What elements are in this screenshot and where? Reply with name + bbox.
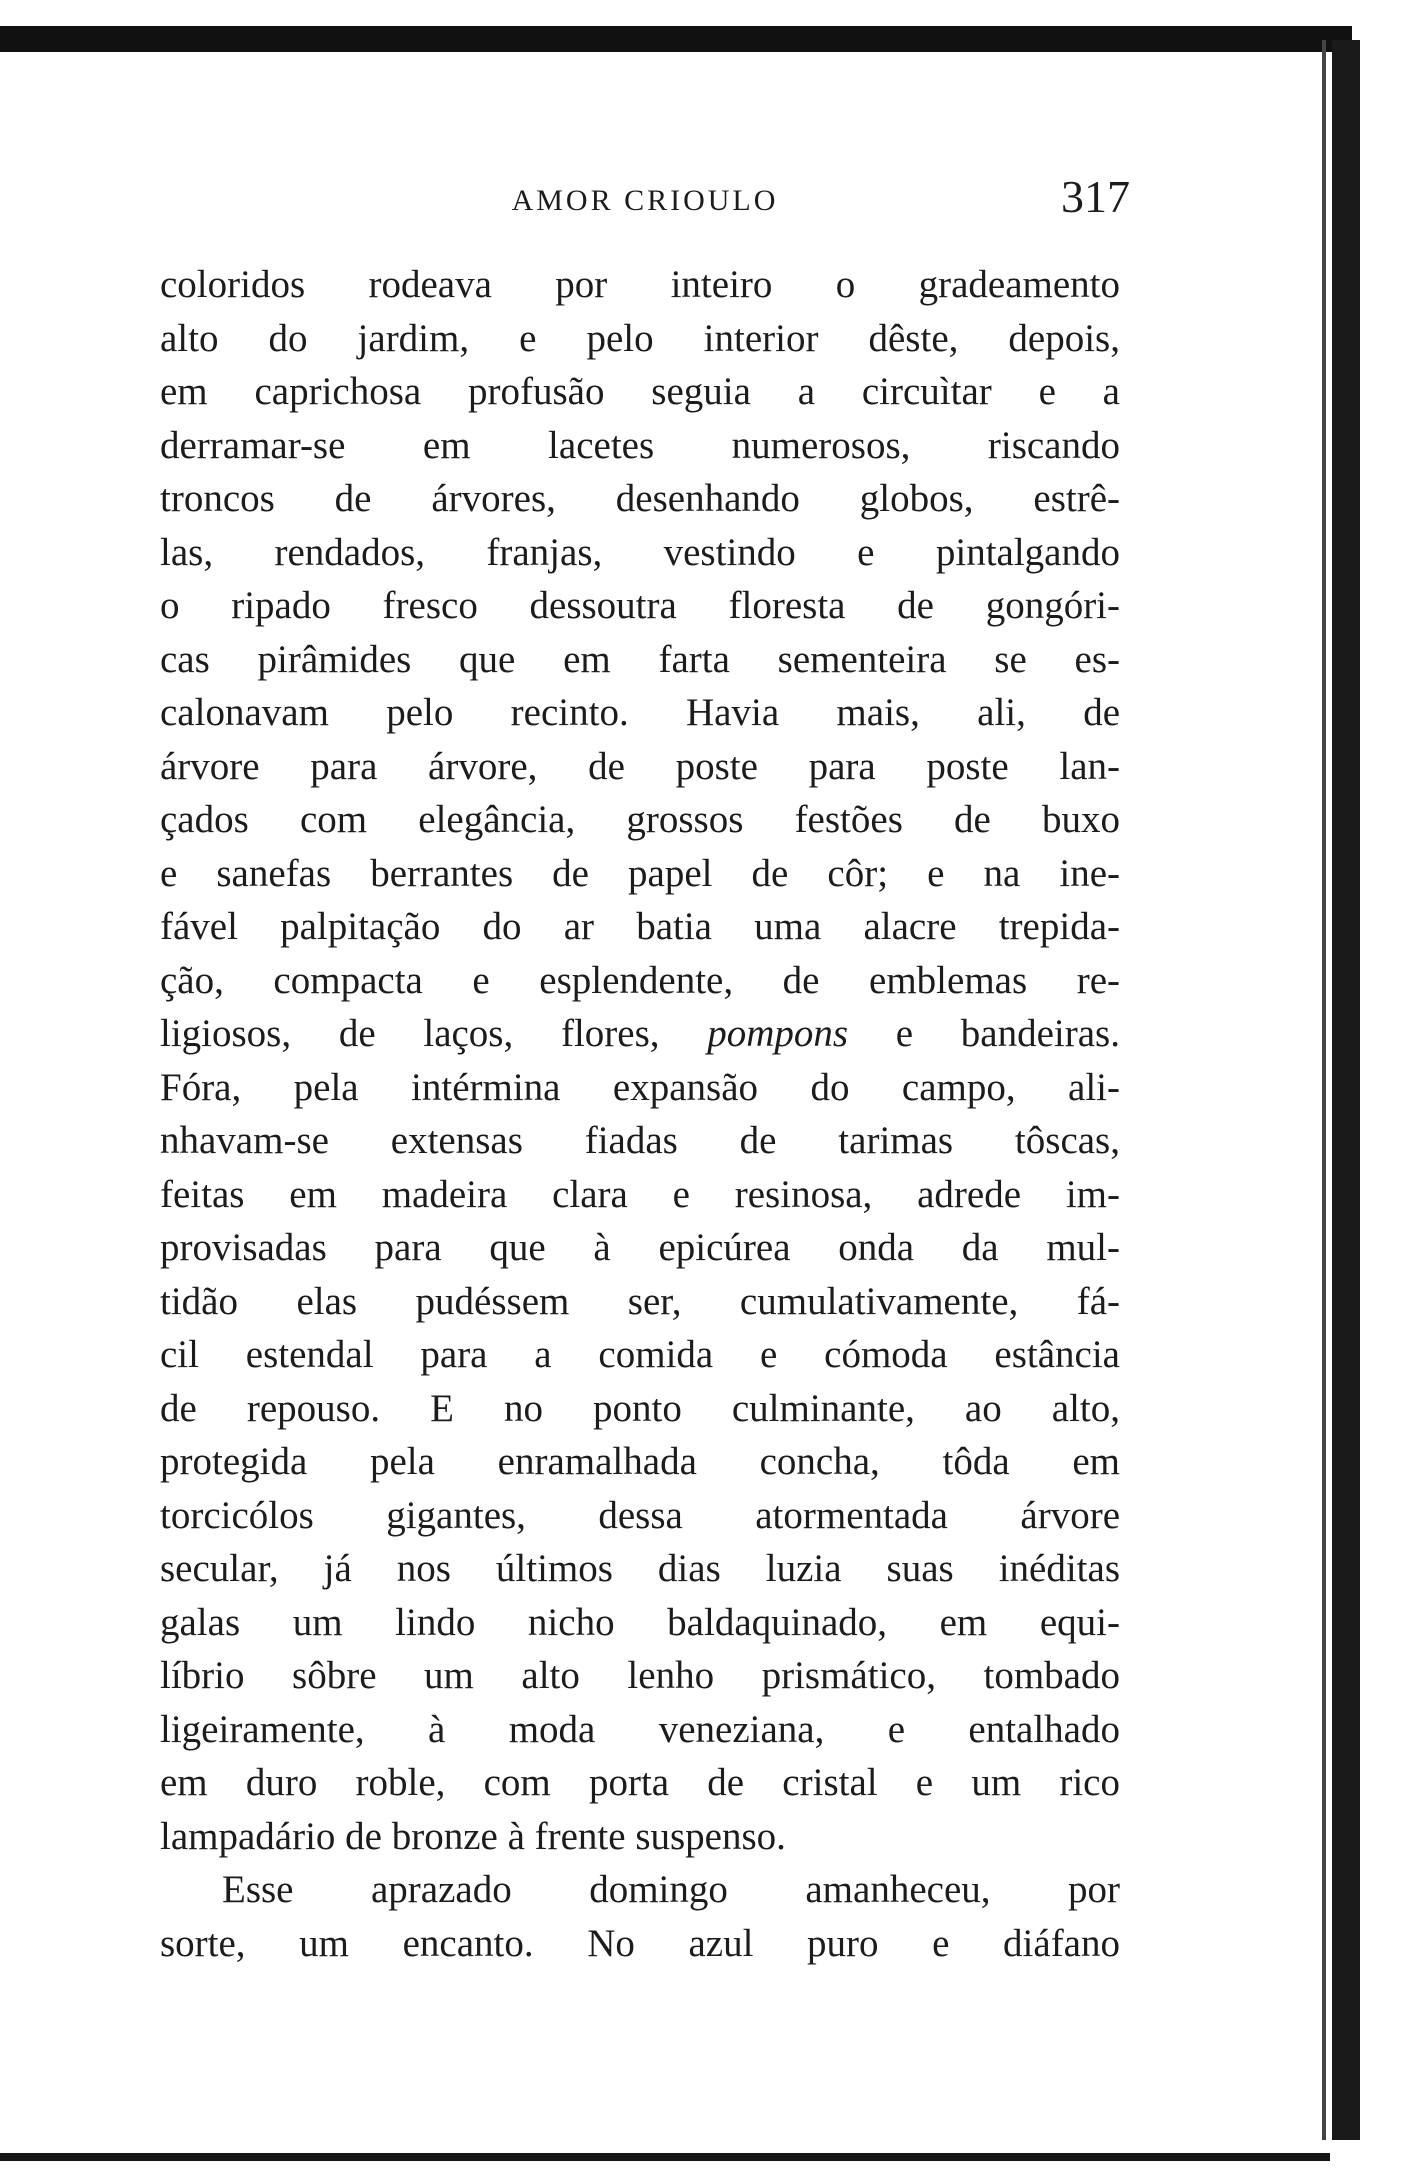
text-line: protegida pela enramalhada concha, tôda em: [160, 1440, 1120, 1483]
paragraph-first-line: Esse aprazado domingo amanheceu, por: [222, 1868, 1120, 1911]
body-text: [160, 258, 1120, 1970]
text-line: feitas em madeira clara e resinosa, adrede im-: [160, 1172, 1120, 1216]
text-line: coloridos rodeava por inteiro o gradeamento: [160, 263, 1120, 306]
text-line: o ripado fresco dessoutra floresta de gongóri-: [160, 584, 1120, 627]
text-line: e sanefas berrantes de papel de côr; e na ine-: [160, 851, 1120, 895]
text-line: em duro roble, com porta de cristal e um rico: [160, 1761, 1120, 1804]
italic-term: pompons: [707, 1012, 849, 1055]
page-header: [160, 172, 1130, 232]
text-line-with-italic: [160, 1007, 1120, 1061]
text-line: derramar-se em lacetes numerosos, riscando: [160, 423, 1120, 467]
right-border-thin-rule: [1322, 40, 1326, 2140]
page-number: 317: [1061, 171, 1130, 222]
text-line: nhavam-se extensas fiadas de tarimas tôscas,: [160, 1119, 1120, 1162]
text-line: troncos de árvores, desenhando globos, estrê-: [160, 477, 1120, 520]
text-segment: e bandeiras.: [848, 1012, 1120, 1055]
text-line: em caprichosa profusão seguia a circuìtar e a: [160, 370, 1120, 413]
text-line: sorte, um encanto. No azul puro e diáfano: [160, 1921, 1120, 1965]
text-line: secular, já nos últimos dias luzia suas inéditas: [160, 1547, 1120, 1590]
text-line: torcicólos gigantes, dessa atormentada árvore: [160, 1493, 1120, 1537]
text-line: árvore para árvore, de poste para poste lan-: [160, 744, 1120, 788]
text-line: ção, compacta e esplendente, de emblemas re-: [160, 958, 1120, 1002]
text-line: alto do jardim, e pelo interior dêste, depois,: [160, 316, 1120, 360]
text-line: provisadas para que à epicúrea onda da mul-: [160, 1226, 1120, 1269]
text-line: líbrio sôbre um alto lenho prismático, tombado: [160, 1654, 1120, 1697]
text-line: galas um lindo nicho baldaquinado, em equi-: [160, 1600, 1120, 1644]
text-line: Fóra, pela intérmina expansão do campo, ali-: [160, 1065, 1120, 1109]
text-line: cas pirâmides que em farta sementeira se es-: [160, 637, 1120, 681]
right-border-rule: [1332, 40, 1360, 2140]
text-line: cil estendal para a comida e cómoda estância: [160, 1333, 1120, 1376]
text-line: fável palpitação do ar batia uma alacre trepida-: [160, 905, 1120, 948]
paragraph-last-line: lampadário de bronze à frente suspenso.: [160, 1814, 786, 1858]
bottom-border-rule: [0, 2153, 1330, 2161]
text-line: tidão elas pudéssem ser, cumulativamente, fá-: [160, 1279, 1120, 1323]
top-border-rule: [0, 26, 1352, 52]
running-title: AMOR CRIOULO: [511, 184, 779, 217]
text-line: de repouso. E no ponto culminante, ao alto,: [160, 1386, 1120, 1430]
text-line: çados com elegância, grossos festões de buxo: [160, 798, 1120, 841]
text-segment: ligiosos, de laços, flores,: [160, 1012, 708, 1055]
text-line: las, rendados, franjas, vestindo e pintalgando: [160, 530, 1120, 574]
text-line: calonavam pelo recinto. Havia mais, ali, de: [160, 691, 1120, 734]
text-line: ligeiramente, à moda veneziana, e entalhado: [160, 1707, 1120, 1751]
